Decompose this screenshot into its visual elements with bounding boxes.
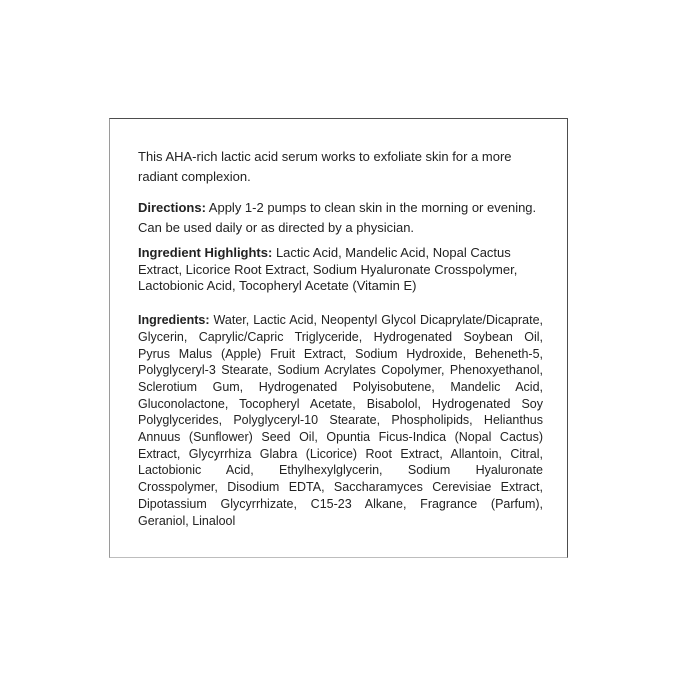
ingredient-highlights-label: Ingredient Highlights:: [138, 245, 273, 260]
ingredient-highlights-line-3: Lactobionic Acid, Tocopheryl Acetate (Vitamin E): [138, 278, 417, 294]
directions-paragraph: [138, 198, 543, 238]
ingredient-highlights-line-1: Ingredient Highlights: Lactic Acid, Mandelic Acid, Nopal Cactus: [138, 245, 511, 260]
ingredients-line-10: Lactobionic Acid, Ethylhexylglycerin, Sodium Hyaluronate: [138, 463, 543, 478]
directions-label: Directions:: [138, 200, 206, 215]
ingredient-highlights-paragraph: [138, 245, 543, 295]
description-line-1: This AHA-rich lactic acid serum works to exfoliate skin for a more: [138, 149, 512, 164]
ingredients-line-3: Pyrus Malus (Apple) Fruit Extract, Sodium Hydroxide, Beheneth-5,: [138, 346, 543, 361]
description-line-2: radiant complexion.: [138, 169, 251, 184]
ingredients-line-2: Glycerin, Caprylic/Capric Triglyceride, Hydrogenated Soybean Oil,: [138, 329, 543, 344]
directions-line-2: Can be used daily or as directed by a physician.: [138, 220, 415, 235]
ingredients-line-12: Dipotassium Glycyrrhizate, C15-23 Alkane, Fragrance (Parfum),: [138, 496, 543, 511]
ingredients-line-4: Polyglyceryl-3 Stearate, Sodium Acrylates Copolymer, Phenoxyethanol,: [138, 363, 543, 378]
ingredients-line-7: Polyglycerides, Polyglyceryl-10 Stearate, Phospholipids, Helianthus: [138, 413, 543, 428]
ingredients-line-6: Gluconolactone, Tocopheryl Acetate, Bisabolol, Hydrogenated Soy: [138, 396, 543, 411]
label-box: [109, 118, 568, 558]
directions-line-1: Directions: Apply 1-2 pumps to clean skin in the morning or evening.: [138, 200, 537, 215]
ingredients-label: Ingredients:: [138, 313, 210, 328]
ingredients-line-13: Geraniol, Linalool: [138, 513, 236, 528]
ingredients-paragraph: [138, 312, 543, 529]
ingredients-line-11: Crosspolymer, Disodium EDTA, Saccharamyces Cerevisiae Extract,: [138, 480, 543, 495]
ingredients-line-9: Extract, Glycyrrhiza Glabra (Licorice) Root Extract, Allantoin, Citral,: [138, 446, 543, 461]
ingredients-line-5: Sclerotium Gum, Hydrogenated Polyisobutene, Mandelic Acid,: [138, 379, 543, 394]
ingredients-line-8: Annuus (Sunflower) Seed Oil, Opuntia Ficus-Indica (Nopal Cactus): [138, 430, 543, 445]
ingredients-line-1: Ingredients: Water, Lactic Acid, Neopentyl Glycol Dicaprylate/Dicaprate,: [138, 313, 543, 328]
description-paragraph: [138, 147, 543, 187]
ingredient-highlights-line-2: Extract, Licorice Root Extract, Sodium Hyaluronate Crosspolymer,: [138, 261, 518, 277]
